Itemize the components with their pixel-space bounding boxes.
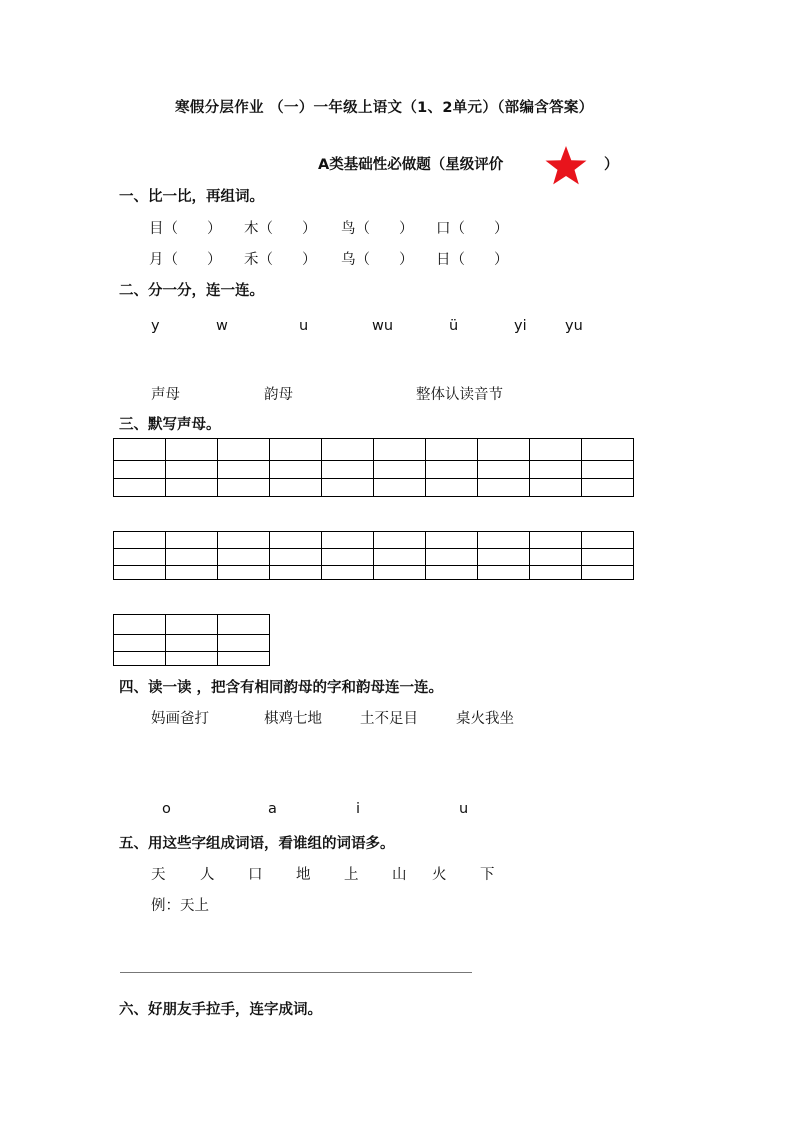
pinyin-item: ü	[449, 318, 459, 334]
s1-r1-c2: 木（ ）	[244, 221, 317, 237]
category-zhengti: 整体认读音节	[416, 387, 503, 403]
final-item: u	[459, 801, 469, 817]
pinyin-item: wu	[372, 318, 394, 334]
word-char: 人	[200, 867, 215, 883]
section-4-heading: 四、读一读 ，把含有相同韵母的字和韵母连一连。	[119, 680, 444, 696]
category-yunmu: 韵母	[264, 387, 293, 403]
char-group: 棋鸡七地	[264, 711, 322, 727]
word-char: 天	[151, 867, 166, 883]
pinyin-item: yi	[514, 318, 527, 334]
pinyin-item: u	[299, 318, 309, 334]
subtitle-close: ）	[604, 157, 619, 173]
s1-r2-c3: 乌（ ）	[341, 252, 414, 268]
char-group: 土不足目	[360, 711, 418, 727]
s1-r1-c1: 目（ ）	[149, 221, 222, 237]
pinyin-item: w	[216, 318, 228, 334]
writing-grid-2	[113, 531, 634, 580]
word-char: 口	[248, 867, 263, 883]
section-2-heading: 二、分一分，连一连。	[119, 283, 264, 299]
char-group: 妈画爸打	[151, 711, 209, 727]
section-3-heading: 三、默写声母。	[119, 417, 221, 433]
char-group: 桌火我坐	[456, 711, 514, 727]
final-item: o	[162, 801, 171, 817]
star-rating-icon	[543, 145, 589, 185]
s1-r1-c3: 鸟（ ）	[341, 221, 414, 237]
pinyin-item: yu	[565, 318, 583, 334]
example-text: 例：天上	[151, 898, 209, 914]
pinyin-item: y	[151, 318, 160, 334]
final-item: i	[356, 801, 361, 817]
star-shape	[546, 146, 587, 184]
writing-grid-1	[113, 438, 634, 497]
category-shengmu: 声母	[151, 387, 180, 403]
writing-grid-3	[113, 614, 270, 666]
section-6-heading: 六、好朋友手拉手，连字成词。	[119, 1002, 322, 1018]
final-item: a	[268, 801, 277, 817]
word-char: 火	[432, 867, 447, 883]
s1-r2-c2: 禾（ ）	[244, 252, 317, 268]
section-1-heading: 一、比一比，再组词。	[119, 189, 264, 205]
word-char: 山	[392, 867, 407, 883]
word-char: 地	[296, 867, 311, 883]
s1-r2-c1: 月（ ）	[149, 252, 222, 268]
s1-r2-c4: 日（ ）	[436, 252, 509, 268]
word-char: 上	[344, 867, 359, 883]
page-title: 寒假分层作业 （一）一年级上语文（1、2单元）（部编含答案）	[175, 100, 594, 116]
s1-r1-c4: 口（ ）	[436, 221, 509, 237]
answer-line	[120, 972, 472, 973]
word-char: 下	[480, 867, 495, 883]
subtitle: A类基础性必做题（星级评价	[318, 157, 504, 173]
section-5-heading: 五、用这些字组成词语，看谁组的词语多。	[119, 836, 395, 852]
